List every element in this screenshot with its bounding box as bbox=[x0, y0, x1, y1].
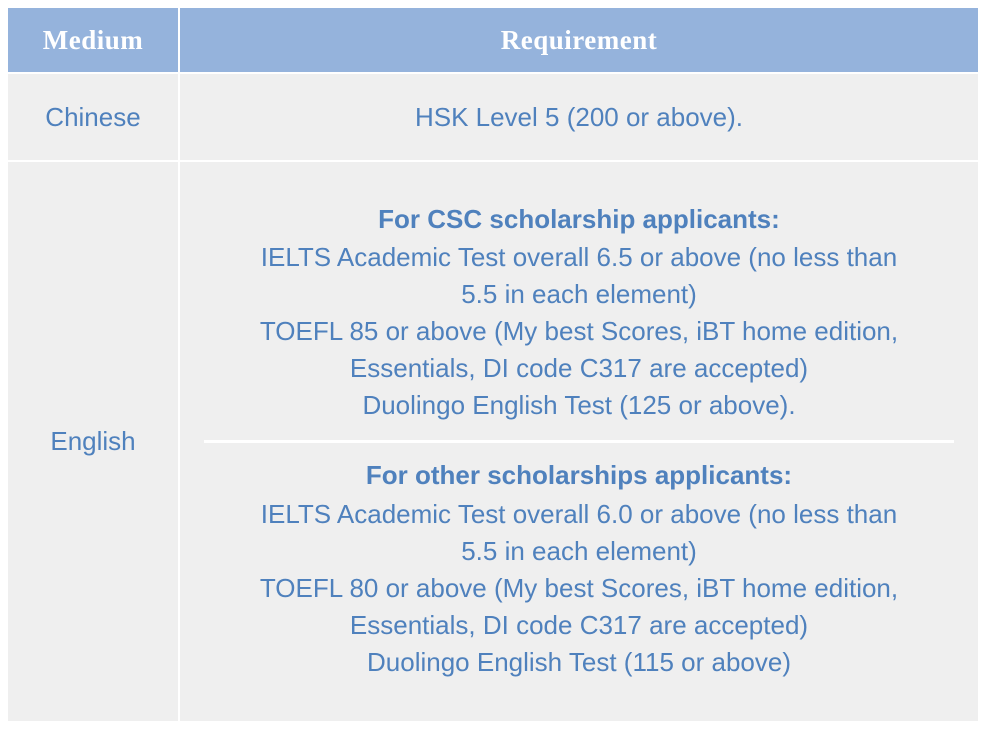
block-line: TOEFL 85 or above (My best Scores, iBT home edition, bbox=[259, 316, 899, 347]
medium-english bbox=[7, 161, 179, 722]
block-line: Duolingo English Test (115 or above) bbox=[367, 646, 791, 677]
requirement-english bbox=[179, 161, 979, 722]
block-line: Duolingo English Test (125 or above). bbox=[362, 390, 796, 421]
column-header-medium: Medium bbox=[7, 7, 179, 73]
language-requirements-table bbox=[6, 6, 980, 723]
medium-english-label: English bbox=[50, 426, 136, 456]
block-title-other: For other scholarships applicants: bbox=[365, 460, 793, 490]
block-line: 5.5 in each element) bbox=[461, 279, 697, 310]
block-line: IELTS Academic Test overall 6.5 or above (no less than bbox=[260, 242, 898, 273]
block-line: Essentials, DI code C317 are accepted) bbox=[349, 609, 809, 640]
requirement-block-other bbox=[204, 440, 954, 696]
block-title-csc: For CSC scholarship applicants: bbox=[378, 203, 780, 234]
block-line: IELTS Academic Test overall 6.0 or above (no less than bbox=[260, 498, 898, 529]
table-header bbox=[7, 7, 979, 73]
table-row bbox=[7, 161, 979, 722]
table-body bbox=[7, 73, 979, 722]
column-header-requirement: Requirement bbox=[179, 7, 979, 73]
block-line: 5.5 in each element) bbox=[461, 535, 697, 566]
requirement-block-csc bbox=[204, 187, 954, 440]
block-line: TOEFL 80 or above (My best Scores, iBT home edition, bbox=[259, 572, 899, 603]
table-header-row bbox=[7, 7, 979, 73]
requirement-chinese: HSK Level 5 (200 or above). bbox=[179, 73, 979, 161]
block-line: Essentials, DI code C317 are accepted) bbox=[349, 353, 809, 384]
medium-chinese: Chinese bbox=[7, 73, 179, 161]
table-row bbox=[7, 73, 979, 161]
